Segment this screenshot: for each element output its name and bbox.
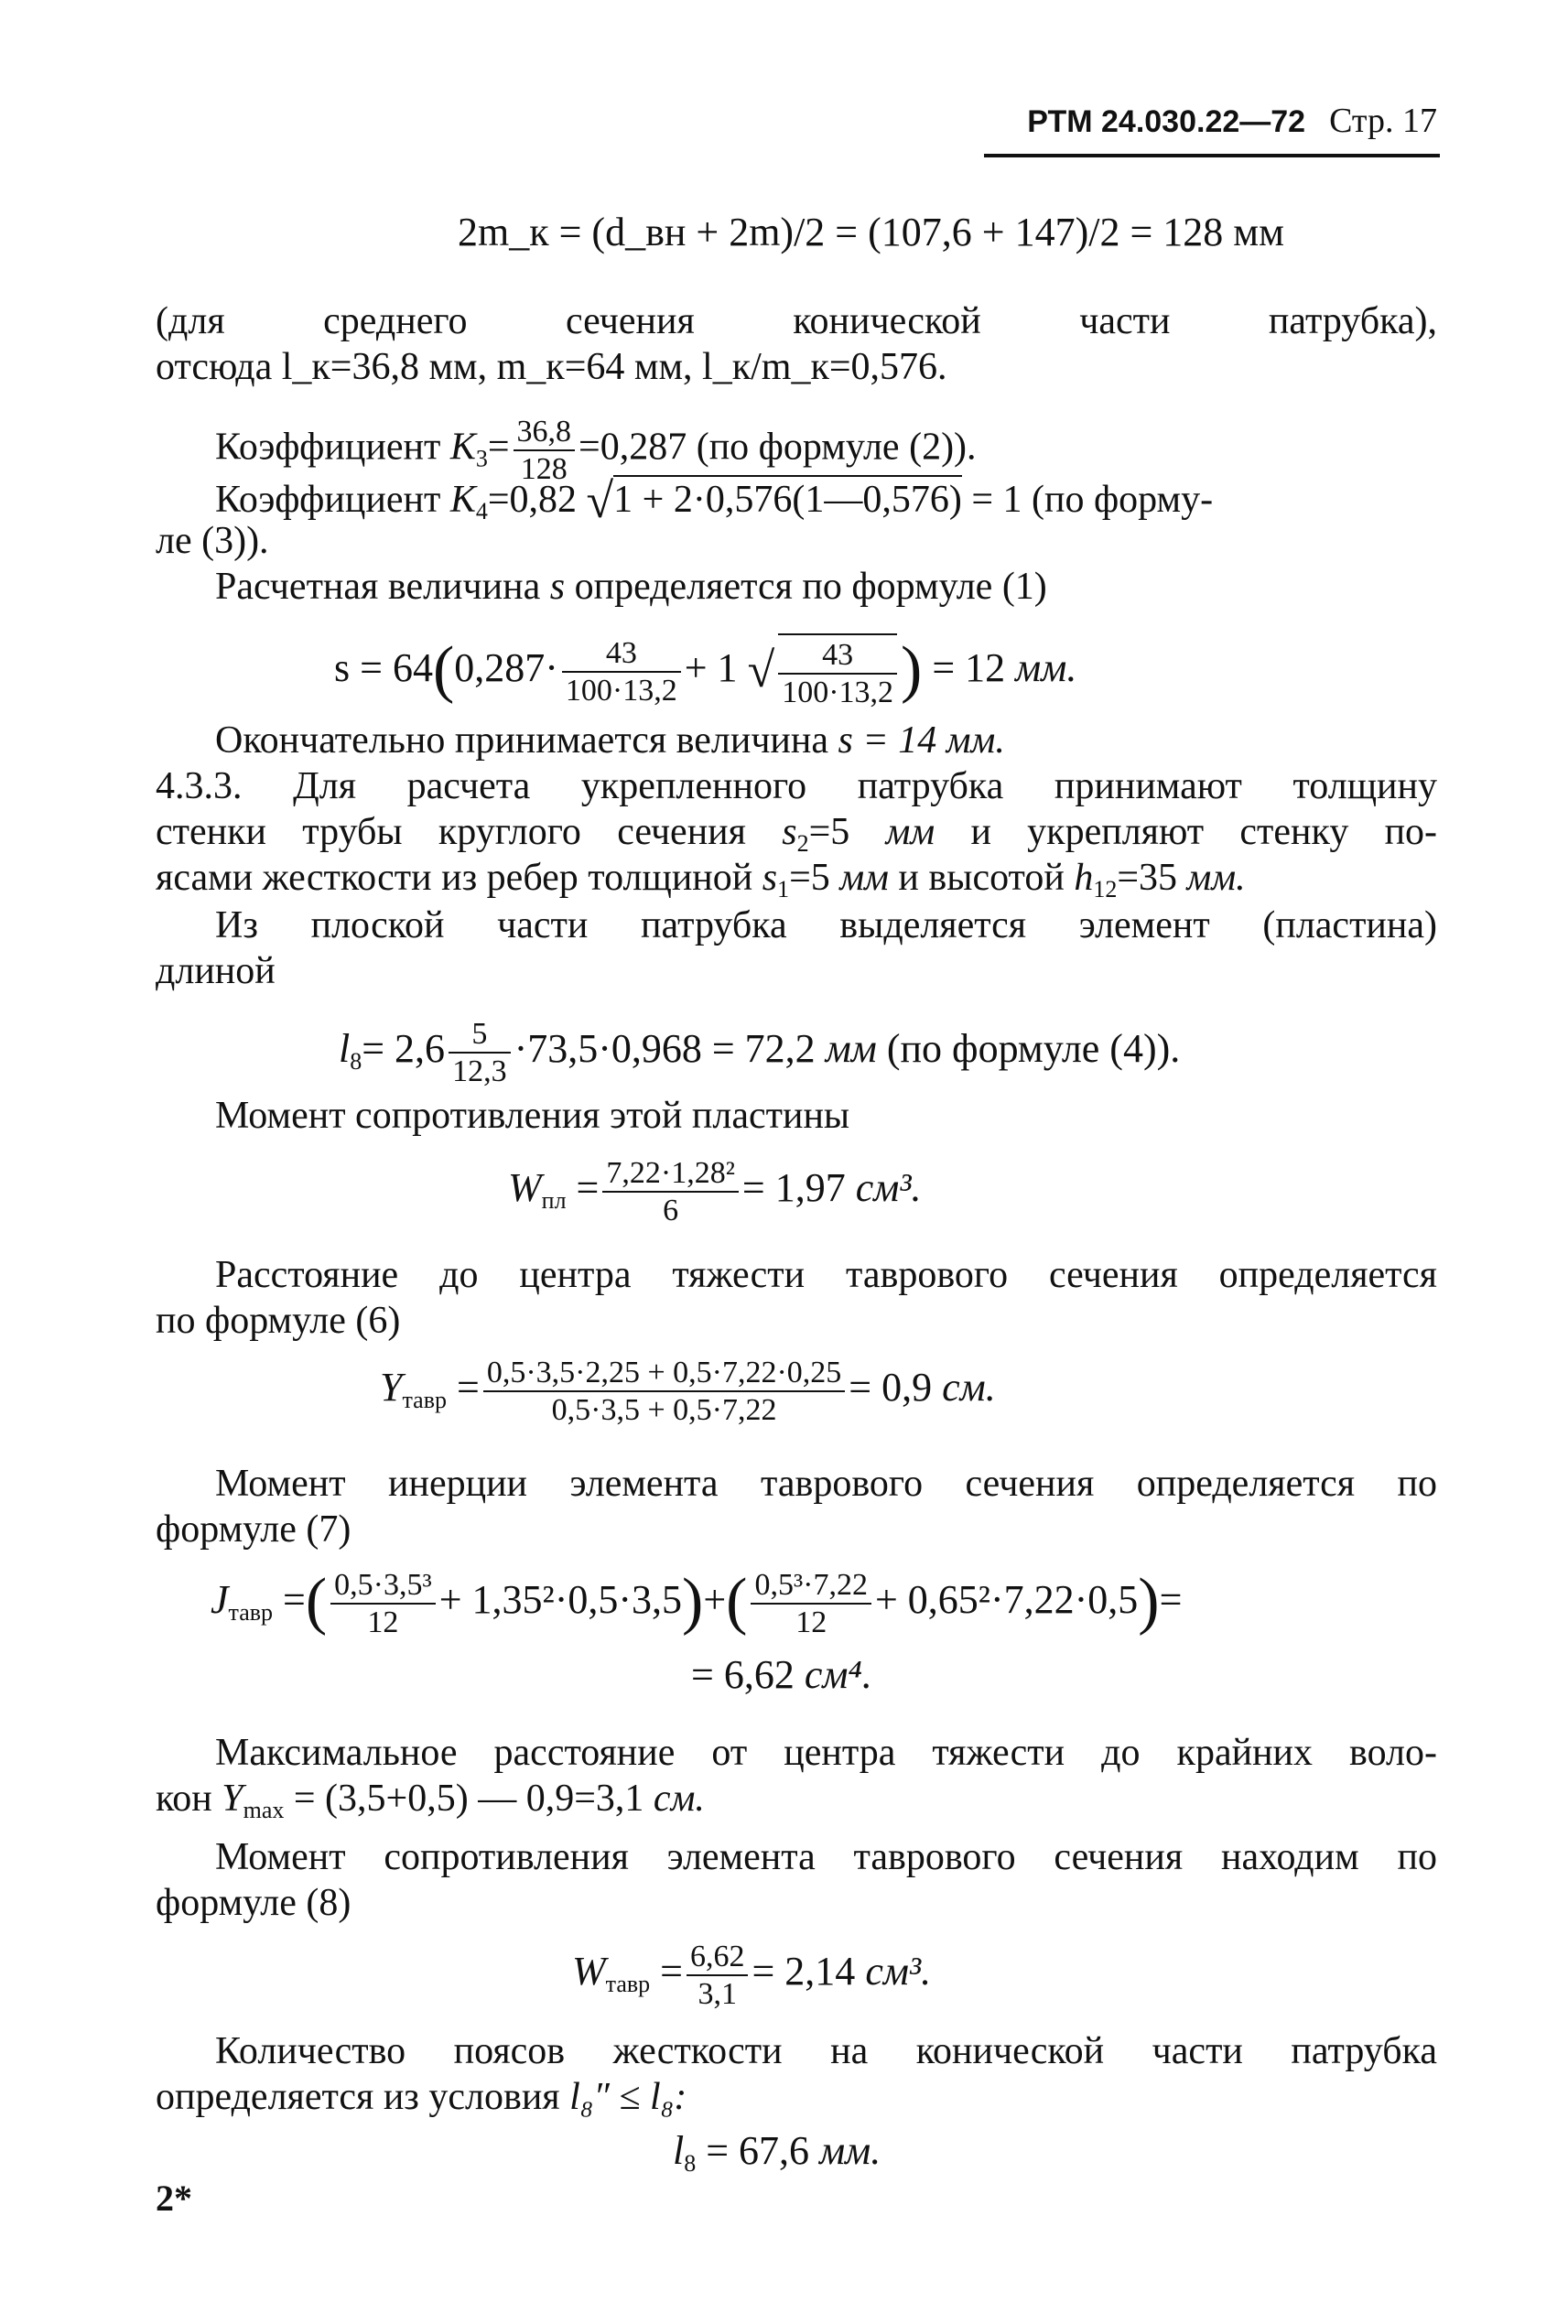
fraction: $\frac{\text{0,5³·7,22}}{12}$ bbox=[751, 1567, 871, 1640]
fraction: $\frac{\text{7,22·1,28²}}{6}$ bbox=[602, 1155, 739, 1228]
fraction: $\frac{43}{100\cdot 13,2}$ bbox=[778, 633, 897, 710]
page-header bbox=[970, 101, 1437, 141]
equation-y-tavr: $Y_{тавр}$ = $\frac{0,5\cdot 3,5\cdot 2,25 + 0,5\cdot 7,22\cdot 0,25}{0,5\cdot 3,5 + 0,5\cdot 7,22}$ = 0,9 см. bbox=[380, 1356, 996, 1428]
coefficient-k3-line: Коэффициент $K_3=$ $\frac{36,8}{128}$ =0,287 (по формуле (2)). bbox=[215, 415, 977, 487]
paragraph-line: Максимальное расстояние от центра тяжести до крайних воло- bbox=[215, 1732, 1437, 1774]
paragraph-line: Расстояние до центра тяжести таврового сечения определяется bbox=[215, 1254, 1437, 1296]
equation-2mk-text: 2m_к = (d_вн + 2m)/2 = (107,6 + 147)/2 = 128 мм bbox=[458, 210, 1284, 254]
paragraph-line: Момент сопротивления элемента таврового сечения находим по bbox=[215, 1836, 1437, 1878]
signature-mark: 2* bbox=[156, 2178, 192, 2219]
page-number: Стр. 17 bbox=[1329, 102, 1437, 140]
paragraph-line: (для среднего сечения конической части патрубка), bbox=[156, 300, 1437, 342]
paragraph-line: ле (3)). bbox=[156, 520, 269, 562]
equation-2mk bbox=[458, 212, 1284, 253]
paragraph-line: стенки трубы круглого сечения $s_2=5$ мм и укрепляют стенку по- bbox=[156, 811, 1438, 857]
fraction: $\frac{5}{12,3}$ bbox=[449, 1016, 511, 1089]
equation-j-tavr: $J_{тавр}$ =( $\frac{\text{0,5·3,5³}}{12}$ + 1,35²·0,5·3,5)+( $\frac{\text{0,5³·7,22}}{12}$ + 0,65²·7,22·0,5)= bbox=[211, 1566, 1183, 1640]
equation-w-tavr: $W_{тавр}$ = $\frac{6,62}{3,1}$ = 2,14 см³. bbox=[572, 1940, 932, 2012]
paragraph-line: длиной bbox=[156, 950, 276, 992]
coefficient-k4-line: Коэффициент $K_4=0,82$ √1 + 2·0,576(1—0,576) = 1 (по форму- bbox=[215, 473, 1214, 528]
paragraph-line: Из плоской части патрубка выделяется элемент (пластина) bbox=[215, 904, 1437, 946]
paragraph-line: отсюда l_к=36,8 мм, m_к=64 мм, l_к/m_к=0,576. bbox=[156, 346, 947, 388]
paragraph-line: кон $Y_{max} = (3,5+0,5)$ — 0,9=3,1 см. bbox=[156, 1778, 705, 1823]
fraction: $\frac{43}{100\cdot 13,2}$ bbox=[562, 635, 681, 708]
paragraph-line: Момент инерции элемента таврового сечения определяется по bbox=[215, 1463, 1437, 1505]
equation-l8: $l_8= 2,6$ $\frac{5}{12,3}$ ·73,5·0,968 = 72,2 мм (по формуле (4)). bbox=[339, 1017, 1181, 1089]
equation-w-pl: $W_{пл}$ = $\frac{\text{7,22·1,28²}}{6}$ = 1,97 см³. bbox=[508, 1156, 922, 1228]
fraction: $\frac{36,8}{128}$ bbox=[514, 414, 576, 487]
radical-sign: √ bbox=[747, 643, 775, 698]
paragraph-line: Момент сопротивления этой пластины bbox=[215, 1095, 850, 1137]
header-rule bbox=[984, 154, 1440, 157]
equation-l8-final: $l_8 = 67,6$ мм. bbox=[673, 2128, 881, 2177]
paragraph-line: определяется из условия l₈″ ≤ l₈: bbox=[156, 2076, 687, 2118]
equation-j-tavr-result: = 6,62 см⁴. bbox=[691, 1652, 872, 1697]
radical-sign: √ bbox=[586, 473, 614, 528]
paragraph-line: Расчетная величина s определяется по формуле (1) bbox=[215, 566, 1047, 608]
document-code: РТМ 24.030.22—72 bbox=[1027, 104, 1306, 139]
equation-s: s = 64(0,287· $\frac{43}{100\cdot 13,2}$ + 1 √ $\frac{43}{100\cdot 13,2}$ ) = 12 мм. bbox=[334, 634, 1077, 710]
paragraph-line: формуле (8) bbox=[156, 1882, 351, 1924]
paragraph-line: ясами жесткости из ребер толщиной $s_1=5$ мм и высотой $h_{12}=35$ мм. bbox=[156, 857, 1246, 903]
paragraph-line: формуле (7) bbox=[156, 1508, 351, 1551]
paragraph-line: Окончательно принимается величина s = 14 мм. bbox=[215, 719, 1005, 762]
fraction: $\frac{\text{0,5·3,5³}}{12}$ bbox=[330, 1567, 436, 1640]
paragraph-line: по формуле (6) bbox=[156, 1300, 401, 1342]
paragraph-line: 4.3.3. Для расчета укрепленного патрубка принимают толщину bbox=[156, 765, 1437, 807]
paragraph-line: Количество поясов жесткости на конической части патрубка bbox=[215, 2030, 1437, 2072]
fraction: $\frac{6,62}{3,1}$ bbox=[687, 1939, 749, 2012]
fraction: $\frac{0,5\cdot 3,5\cdot 2,25 + 0,5\cdot 7,22\cdot 0,25}{0,5\cdot 3,5 + 0,5\cdot 7,22}$ bbox=[483, 1355, 845, 1428]
